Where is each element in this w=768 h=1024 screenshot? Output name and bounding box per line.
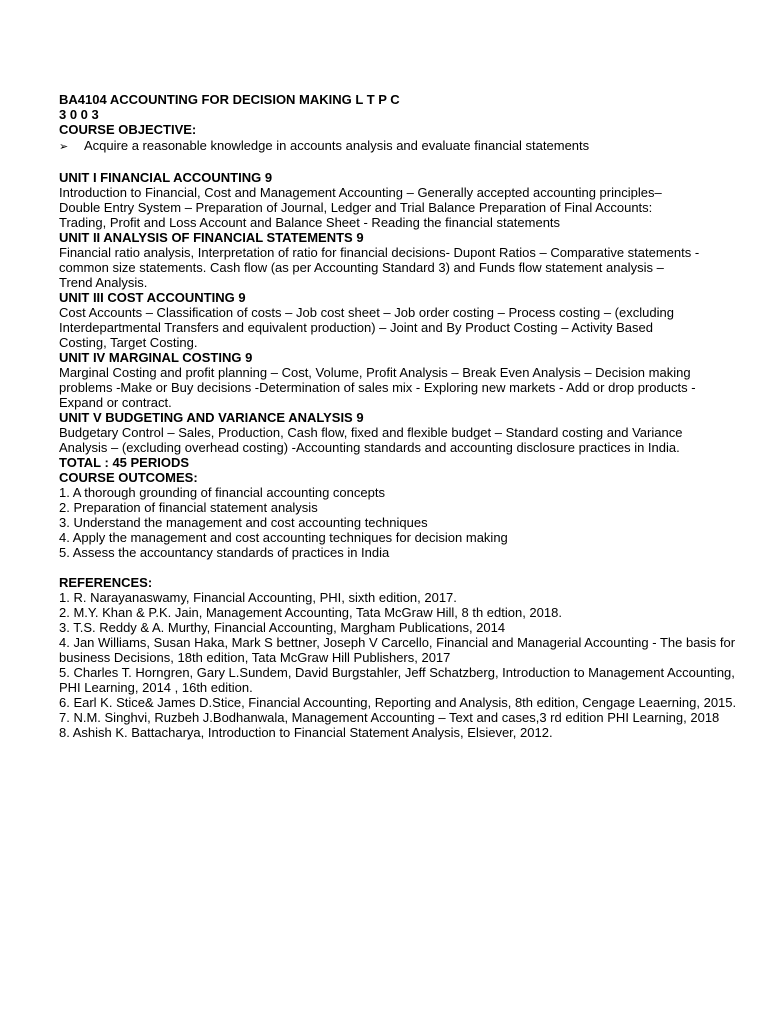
unit-text-line: Introduction to Financial, Cost and Management Accounting – Generally accepted accounting principles– [59,185,662,200]
unit-5 [59,410,768,455]
unit-text-line: Interdepartmental Transfers and equivalent production) – Joint and By Product Costing – Activity Based [59,320,654,335]
unit-1 [59,170,768,230]
outcome-item: 4. Apply the management and cost accounting techniques for decision making [59,530,508,545]
unit-2 [59,230,768,290]
unit-heading: UNIT II ANALYSIS OF FINANCIAL STATEMENTS 9 [59,230,364,245]
references-heading: REFERENCES: [59,575,153,590]
reference-item: 1. R. Narayanaswamy, Financial Accounting, PHI, sixth edition, 2017. [59,590,457,605]
outcomes-heading: COURSE OUTCOMES: [59,470,198,485]
arrow-bullet-icon: ➢ [59,141,69,153]
outcome-item: 3. Understand the management and cost accounting techniques [59,515,428,530]
unit-text-line: Budgetary Control – Sales, Production, Cash flow, fixed and flexible budget – Standard costing and Variance [59,425,683,440]
spacer [59,560,768,575]
unit-text-line: Marginal Costing and profit planning – Cost, Volume, Profit Analysis – Break Even Analysis – Decision making [59,365,691,380]
unit-text-line: Costing, Target Costing. [59,335,198,350]
unit-text-line: Double Entry System – Preparation of Journal, Ledger and Trial Balance Preparation of Final Accounts: [59,200,653,215]
objective-text: Acquire a reasonable knowledge in accounts analysis and evaluate financial statements [84,138,590,153]
unit-text-line: Trend Analysis. [59,275,148,290]
unit-heading: UNIT IV MARGINAL COSTING 9 [59,350,253,365]
unit-3 [59,290,768,350]
unit-text-line: Financial ratio analysis, Interpretation of ratio for financial decisions- Dupont Ratios – Comparative statements - [59,245,700,260]
unit-text-line: common size statements. Cash flow (as per Accounting Standard 3) and Funds flow statement analysis – [59,260,664,275]
ltpc-values: 3 0 0 3 [59,107,99,122]
objective-item [59,138,768,155]
references [59,575,768,740]
unit-text-line: problems -Make or Buy decisions -Determination of sales mix - Exploring new markets - Add or drop products - [59,380,696,395]
outcome-item: 1. A thorough grounding of financial accounting concepts [59,485,385,500]
reference-item: 3. T.S. Reddy & A. Murthy, Financial Accounting, Margham Publications, 2014 [59,620,506,635]
unit-text-line: Analysis – (excluding overhead costing) -Accounting standards and accounting disclosure practices in India. [59,440,680,455]
spacer [59,155,768,170]
unit-4 [59,350,768,410]
objective-heading: COURSE OBJECTIVE: [59,122,197,137]
course-outcomes [59,470,768,560]
total-periods: TOTAL : 45 PERIODS [59,455,190,470]
unit-text-line: Cost Accounts – Classification of costs – Job cost sheet – Job order costing – Process costing – (excluding [59,305,674,320]
outcome-item: 5. Assess the accountancy standards of practices in India [59,545,390,560]
course-title: BA4104 ACCOUNTING FOR DECISION MAKING L T P C [59,92,400,107]
unit-text-line: Expand or contract. [59,395,172,410]
unit-heading: UNIT V BUDGETING AND VARIANCE ANALYSIS 9 [59,410,364,425]
reference-item: 8. Ashish K. Battacharya, Introduction to Financial Statement Analysis, Elsiever, 2012. [59,725,553,740]
reference-item: 6. Earl K. Stice& James D.Stice, Financial Accounting, Reporting and Analysis, 8th edition, Cengage Leaerning, 2015. [59,695,737,710]
reference-item: 4. Jan Williams, Susan Haka, Mark S bettner, Joseph V Carcello, Financial and Managerial Accounting - The basis for business Decisions, 18th edition, Tata McGraw Hill Publishers, 2017 [59,635,736,665]
unit-heading: UNIT III COST ACCOUNTING 9 [59,290,246,305]
outcome-item: 2. Preparation of financial statement analysis [59,500,318,515]
unit-text-line: Trading, Profit and Loss Account and Balance Sheet - Reading the financial statements [59,215,561,230]
unit-heading: UNIT I FINANCIAL ACCOUNTING 9 [59,170,273,185]
reference-item: 2. M.Y. Khan & P.K. Jain, Management Accounting, Tata McGraw Hill, 8 th edtion, 2018. [59,605,562,620]
reference-item: 7. N.M. Singhvi, Ruzbeh J.Bodhanwala, Management Accounting – Text and cases,3 rd edition PHI Learning, 2018 [59,710,720,725]
reference-item: 5. Charles T. Horngren, Gary L.Sundem, David Burgstahler, Jeff Schatzberg, Introduction to Management Accounting, PHI Learning, 2014 , 16th edition. [59,665,735,695]
